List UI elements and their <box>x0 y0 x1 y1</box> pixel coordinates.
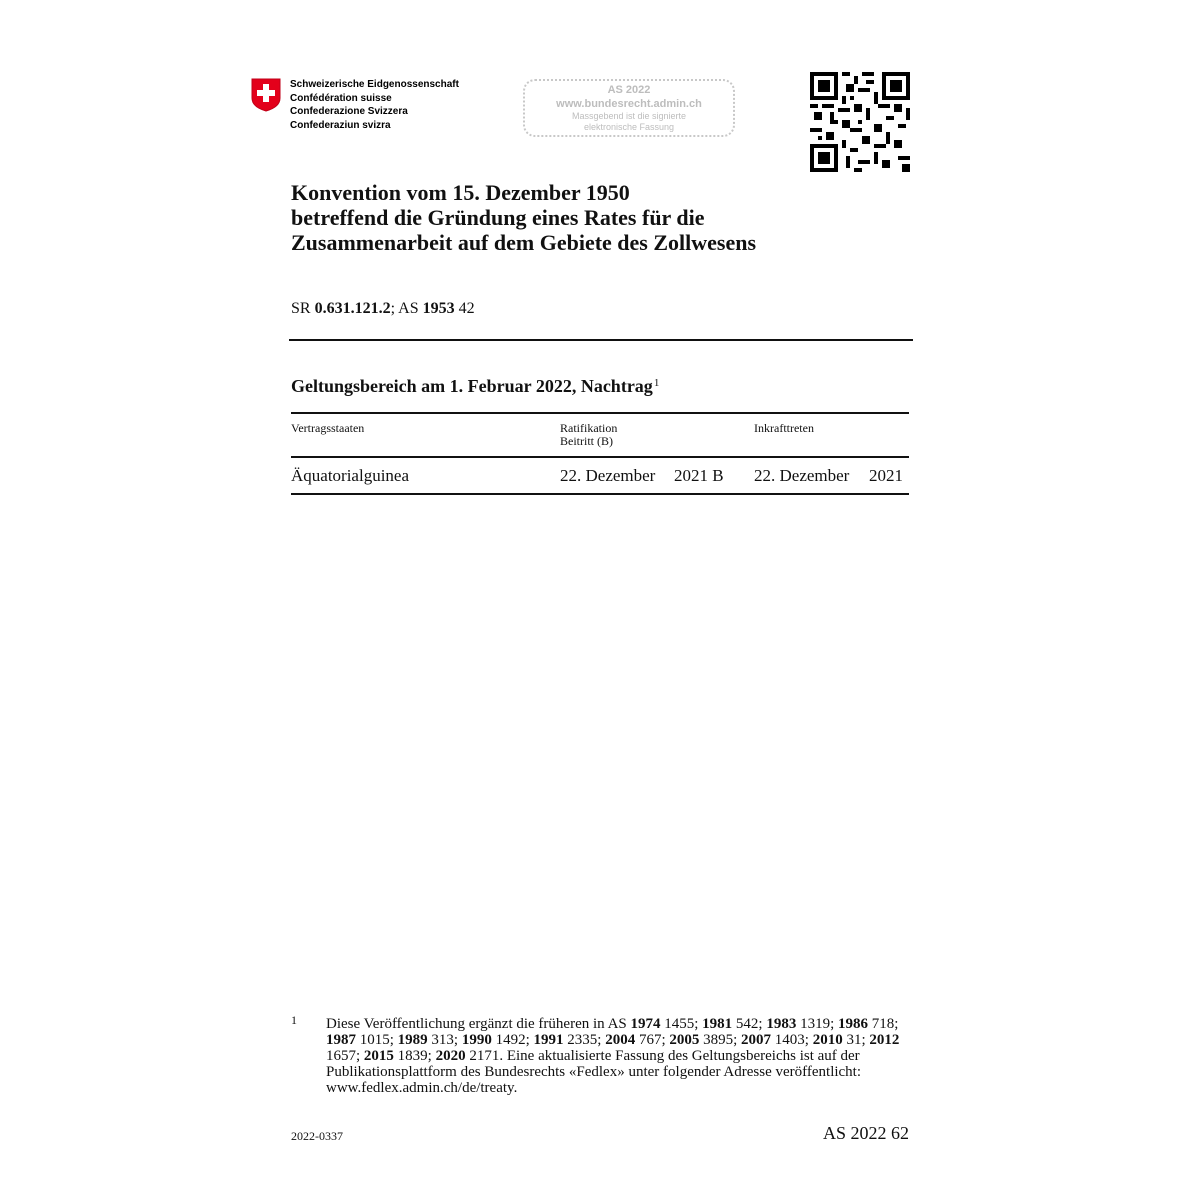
citation-page: 1839 <box>397 1048 428 1064</box>
col-header-states: Vertragsstaaten <box>291 421 365 435</box>
title-line-2: betreffend die Gründung eines Rates für die <box>291 205 705 230</box>
sr-as-reference <box>291 300 475 318</box>
citation-year: 2005 <box>669 1032 700 1048</box>
stamp-as-year: AS 2022 <box>607 84 651 96</box>
citation-page: 718 <box>871 1016 895 1032</box>
ref-separator: ; <box>390 300 396 317</box>
confederation-line-de: Schweizerische Eidgenossenschaft <box>290 79 459 90</box>
swiss-cross-icon <box>251 78 281 112</box>
as-page: 42 <box>458 300 475 317</box>
page-reference: AS 2022 62 <box>823 1123 910 1143</box>
citation-year: 1986 <box>838 1016 869 1032</box>
footnote-text-start: Diese Veröffentlichung ergänzt die früheren in AS <box>326 1016 627 1032</box>
citation-year: 1974 <box>630 1016 661 1032</box>
citation-year: 2007 <box>741 1032 772 1048</box>
citation-year: 1983 <box>766 1016 797 1032</box>
cell-state: Äquatorialguinea <box>291 466 410 485</box>
citation-page: 1403 <box>774 1032 805 1048</box>
section-heading-text: Geltungsbereich am 1. Februar 2022, Nachtrag <box>291 376 653 396</box>
title-line-3: Zusammenarbeit auf dem Gebiete des Zollwesens <box>291 230 757 255</box>
citation-year: 1990 <box>461 1032 492 1048</box>
citation-page: 767 <box>638 1032 662 1048</box>
as-year: 1953 <box>422 300 455 317</box>
publication-stamp <box>523 79 735 137</box>
citation-page: 31 <box>846 1032 862 1048</box>
citation-page: 313 <box>431 1032 454 1048</box>
sr-number: 0.631.121.2 <box>314 300 391 317</box>
citation-year: 2012 <box>869 1032 900 1048</box>
cell-entry-date: 22. Dezember <box>754 466 850 485</box>
citation-page: 542 <box>735 1016 759 1032</box>
citation-year: 2020 <box>435 1048 466 1064</box>
confederation-names <box>290 78 459 132</box>
cell-ratification-date: 22. Dezember <box>560 466 656 485</box>
citation-year: 2004 <box>605 1032 636 1048</box>
table-header-rule <box>291 456 909 458</box>
title-line-1: Konvention vom 15. Dezember 1950 <box>291 180 630 205</box>
section-heading <box>291 376 659 397</box>
confederation-line-rm: Confederaziun svizra <box>290 119 391 131</box>
citation-year: 1981 <box>702 1016 733 1032</box>
footnote-text: Diese Veröffentlichung ergänzt die früheren in AS 1974 1455; 1981 542; 1983 1319; 1986 718; 1987 1015; 1989 313; 1990 1492; 1991 2335; 2004 767; 2005 3895; 2007 1403; 2010 31; 2012 1657; 2015 1839; 2020 2171. Eine aktualisierte Fassung des Geltungsbereichs ist auf der Publikationsplattform des Bundesrechts «Fedlex» unter folgender Adresse veröffentlicht: www.fedlex.admin.ch/de/treaty. <box>326 1016 900 1096</box>
col-header-ratification-line2: Beitritt (B) <box>560 434 613 448</box>
footnote-number: 1 <box>291 1013 297 1027</box>
citation-page: 2171 <box>469 1048 500 1064</box>
stamp-url: www.bundesrecht.admin.ch <box>556 98 702 110</box>
citation-page: 1015 <box>359 1032 390 1048</box>
citation-page: 1657 <box>326 1048 356 1064</box>
col-header-ratification <box>560 422 617 448</box>
citation-page: 2335 <box>567 1032 598 1048</box>
footnote-text-end: Eine aktualisierte Fassung des Geltungsbereichs ist auf der Publikationsplattform des Bundesrechts «Fedlex» unter folgender Adresse veröffentlicht: www.fedlex.admin.ch/de/treaty. <box>326 1048 862 1096</box>
citation-year: 2015 <box>363 1048 394 1064</box>
col-header-entry-into-force: Inkrafttreten <box>754 421 814 435</box>
cell-entry-year: 2021 <box>869 466 903 485</box>
citation-page: 3895 <box>703 1032 734 1048</box>
as-prefix: AS <box>398 300 419 317</box>
citation-year: 1989 <box>397 1032 428 1048</box>
table-bottom-rule <box>291 493 909 495</box>
sr-prefix: SR <box>291 300 311 317</box>
confederation-line-fr: Confédération suisse <box>290 92 392 104</box>
citation-year: 2010 <box>812 1032 843 1048</box>
citation-year: 1991 <box>533 1032 564 1048</box>
qr-code-icon <box>810 72 910 172</box>
cell-ratification-year: 2021 B <box>674 466 724 485</box>
confederation-line-it: Confederazione Svizzera <box>290 106 408 117</box>
table-top-rule <box>291 412 909 414</box>
footnote-reference[interactable]: 1 <box>653 377 660 389</box>
citation-page: 1319 <box>800 1016 831 1032</box>
document-title <box>291 180 756 255</box>
citation-page: 1455 <box>664 1016 695 1032</box>
document-id: 2022-0337 <box>291 1129 343 1143</box>
stamp-note-1: Massgebend ist die signierte <box>571 111 687 121</box>
citation-year: 1987 <box>326 1032 356 1048</box>
stamp-note-2: elektronische Fassung <box>583 122 675 132</box>
title-divider <box>289 339 913 341</box>
citation-page: 1492 <box>495 1032 526 1048</box>
col-header-ratification-line1: Ratifikation <box>560 421 618 435</box>
